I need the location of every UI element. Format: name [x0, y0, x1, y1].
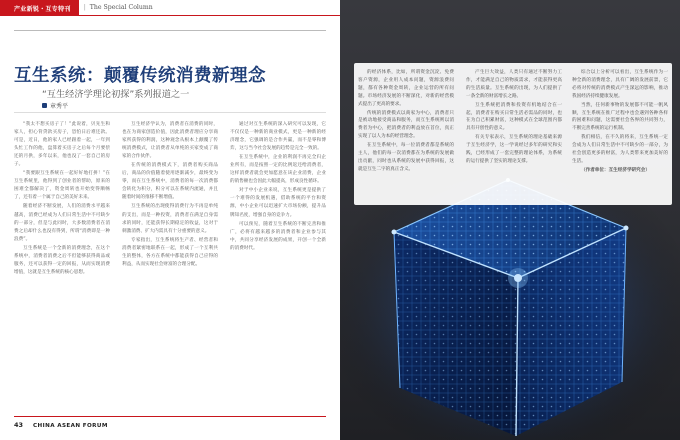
page-footer: [14, 421, 108, 429]
paragraph: 互生系统的出现使得消费行为不再是单纯的支出，而是一种投资，消费者在满足自身需求的同时，还能获得长期稳定的收益，这对于刺激消费、扩大内需具有十分重要的意义。: [122, 204, 218, 234]
paragraph: “我要跟互生系统在一起好好地打拼！”在互生系统里，他得到了创业者的帮助，原来的困难全都解决了，资金周转也开始变得顺畅了，还有着一个属于自己的美好未来。: [14, 171, 110, 201]
paragraph: 在传统的消费模式下，消费者购买商品后，商品的价值随着使用逐渐减少，最终变为零，而在互生系统中，消费者的每一次消费都会转化为积分，积分可以在系统内流通，并且随着时间的推移不断增值。: [122, 163, 218, 201]
paragraph: 传统的消费模式以商家为中心，消费者只是被动地接受商品和服务，而互生系统则以消费者为中心，把消费者的利益放在首位，真正实现了以人为本的经营理念。: [358, 110, 454, 140]
paragraph: 通过对互生系统的深入研究可以发现，它不仅仅是一种新的商业模式，更是一种新的经济理念，它强调的是合作共赢，而不是零和博弈，这与当今社会发展的趋势是完全一致的。: [230, 122, 326, 152]
paragraph: 在互生系统中，每一位消费者都是系统的主人，他们的每一次消费都在为系统的发展做出贡献，同时也从系统的发展中获得回报，这就是互生二字的真正含义。: [358, 143, 454, 172]
author-name: 章秀平: [50, 103, 69, 110]
top-rule: [14, 30, 326, 31]
paragraph: 可以预见，随着互生系统的不断完善和推广，必将有越来越多的消费者和企业参与其中，共同分享经济发展的成果，开创一个全新的消费时代。: [230, 221, 326, 251]
paragraph: 互生系统把消费和投资有机地结合在一起，消费者在购买日常生活必需品的同时，也在为自己积累财富，这种模式在全球范围内都具有开创性的意义。: [466, 102, 562, 132]
right-page: [340, 0, 680, 440]
author-bullet-icon: [42, 103, 47, 108]
section-label: 产业新锐・互专特刊: [0, 0, 79, 16]
paragraph: 专家指出，互生系统将生产者、经营者和消费者紧密地联系在一起，形成了一个互利共生的整体，各方在系统中都能获得自己应得的利益，从而实现社会财富的合理分配。: [122, 237, 218, 267]
paragraph: 有关专家表示，互生系统的理论基础来源于互生经济学，这一学说经过多年的研究和实践，已经形成了一套完整的理论体系，为系统的运行提供了坚实的理论支撑。: [466, 135, 562, 164]
footer-rule: [14, 416, 326, 417]
right-column-3: [572, 69, 668, 203]
column-label-wrap: [79, 0, 340, 16]
paragraph: 我们相信，在不久的将来，互生系统一定会成为人们日常生活中不可缺少的一部分，为社会创造更多的财富，为人类带来更加美好的生活。: [572, 135, 668, 164]
body-column-2: [122, 121, 218, 411]
paragraph: 综合以上分析可以看出，互生系统作为一种全新的消费理念，具有广阔的发展前景，它必将对传统的消费模式产生深远的影响，推动我国经济持续健康发展。: [572, 70, 668, 99]
right-column-1: [358, 69, 454, 203]
column-label: The Special Column: [89, 4, 153, 11]
paragraph: 随着经济不断发展，人们的消费水平越来越高，消费已经成为人们日常生活中不可缺少的一部分，但是与此同时，大多数消费者在消费之后却什么也没有得到，所谓“消费即是一种浪费”。: [14, 204, 110, 242]
body-column-1: [14, 121, 110, 411]
paragraph: 互生系统是一个全新的消费理念，在这个系统中，消费者消费之后不但能够获得商品或服务，还可以获得一定的回报，从而实现消费增值，这就是互生系统的核心思想。: [14, 245, 110, 275]
author-line: [42, 101, 68, 110]
paragraph: 产生巨大效益，人类只有通过不断努力工作，才能满足自己的物质需求，才能获得更高的生活质量。互生系统的出现，为人们提供了一条全新的财富增长之路。: [466, 70, 562, 99]
article-subtitle: “互生经济学理论初探”系列报道之一: [42, 89, 190, 100]
magazine-name: CHINA ASEAN FORUM: [33, 423, 108, 429]
article-title: 互生系统：颠覆传统消费新理念: [14, 66, 266, 86]
paragraph: 当然，任何新事物的发展都不可能一帆风顺，互生系统在推广过程中也会遇到各种各样的困难和问题，这需要社会各界的共同努力，不断完善系统的运行机制。: [572, 102, 668, 132]
paragraph: 的经济体系，比如，所谓资金沉淀、免费客户资源，企业用人成本问题，资源浪费问题，都有各种资金周转，企业运营的所有问题。市场经济发展的不断深化，对新的经营模式提出了更高的要求。: [358, 70, 454, 107]
paragraph: 对于中小企业来说，互生系统更是提供了一个难得的发展机遇，借助系统的平台和资源，中小企业可以迅速扩大市场份额，提升品牌知名度，增强自身的竞争力。: [230, 188, 326, 218]
subtitle-rule: [14, 112, 326, 113]
paragraph: 互生经济学认为，消费者在消费的同时，也在为商家创造价值，因此消费者理应分享商家所获得的利润，这种观念从根本上颠覆了传统消费模式，让消费者从单纯的买家变成了商家的合作伙伴。: [122, 122, 218, 160]
paragraph: “我太不想买房子了！”此说着，贝先生和家人，担心背贷款买房子，恐怕日后难还款。可是，近日，他的家人已经跟着一起，一年到头忙工作的他，盘算着买房子之后每个月要偿还的月供，多年以来，他也没了一套自己的房子。: [14, 122, 110, 168]
right-column-2: [466, 69, 562, 203]
separator-icon: |: [83, 4, 86, 11]
page-number: 43: [14, 421, 24, 429]
right-text-box: [354, 63, 672, 205]
body-column-3: [230, 121, 326, 411]
article-end-mark: （作者单位：互生经济学研究会）: [581, 167, 650, 173]
paragraph: 在互生系统中，企业的利润不再完全归企业所有，而是按照一定的比例返还给消费者，这样消费者就会更加愿意在该企业消费，企业的销售额也会因此大幅提高，形成良性循环。: [230, 155, 326, 185]
running-header: [0, 0, 340, 16]
